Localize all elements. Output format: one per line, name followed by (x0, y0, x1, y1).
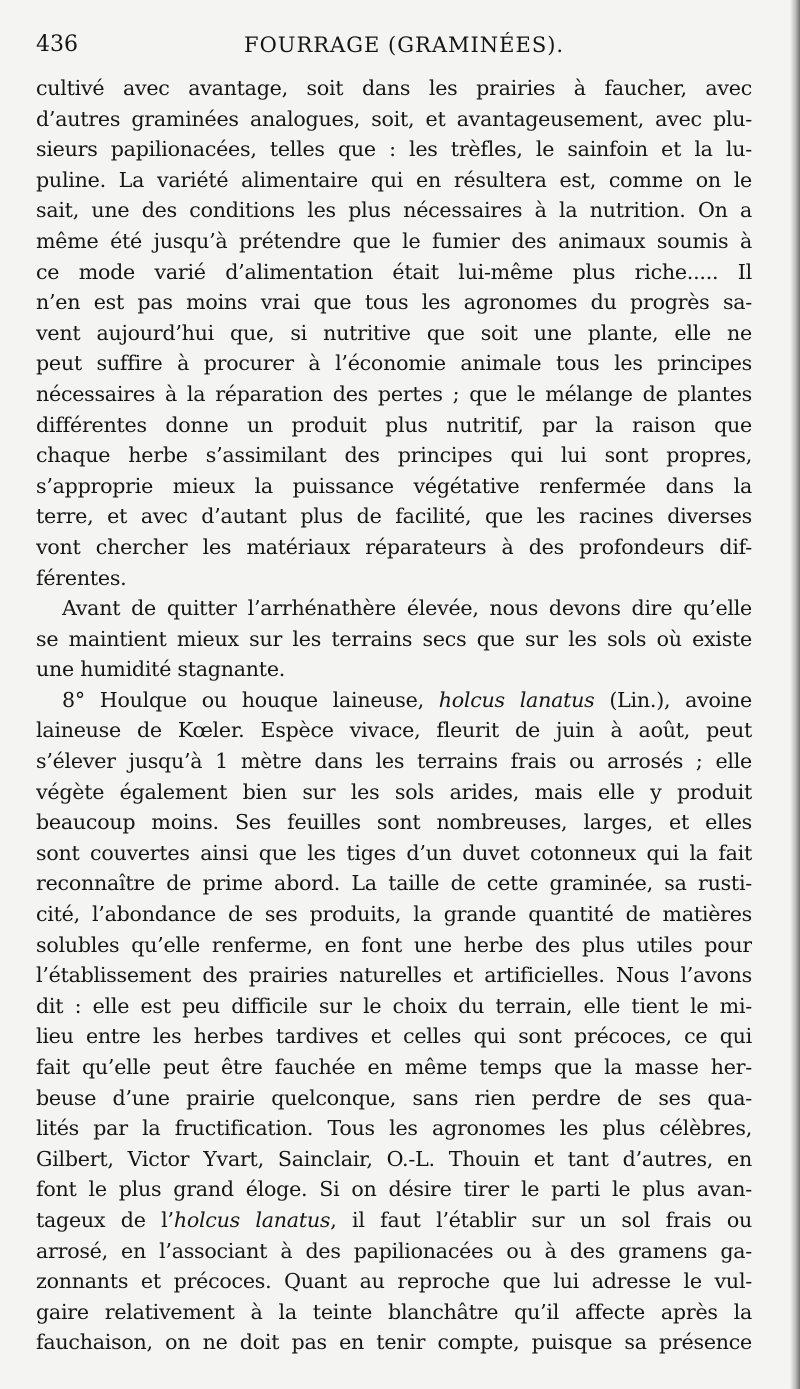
text-line: font le plus grand éloge. Si on désire tirer le parti le plus avan- (36, 1177, 752, 1202)
text-line: gaire relativement à la teinte blanchâtre qu’il affecte après la (36, 1299, 752, 1324)
text-line: d’autres graminées analogues, soit, et avantageusement, avec plu- (36, 106, 752, 131)
text-line: laineuse de Kœler. Espèce vivace, fleurit de juin à août, peut (36, 718, 752, 743)
text-line: terre, et avec d’autant plus de facilité, que les racines diverses (36, 504, 752, 529)
page-header (36, 30, 756, 70)
text-line: fait qu’elle peut être fauchée en même temps que la masse her- (36, 1055, 752, 1079)
text-line: différentes donne un produit plus nutritif, par la raison que (36, 412, 752, 437)
text-line: chaque herbe s’assimilant des principes qui lui sont propres, (36, 443, 752, 468)
text-line: lités par la fructification. Tous les agronomes les plus célèbres, (36, 1116, 752, 1141)
text-line: ce mode varié d’alimentation était lui-même plus riche..... Il (36, 259, 752, 284)
text-line: s’approprie mieux la puissance végétative renfermée dans la (36, 473, 752, 498)
text-line: beuse d’une prairie quelconque, sans rien perdre de ses qua- (36, 1085, 752, 1110)
text-line: vont chercher les matériaux réparateurs à des profondeurs dif- (36, 534, 752, 559)
text-line: sait, une des conditions les plus nécessaires à la nutrition. On a (36, 198, 752, 223)
text-line: s’élever jusqu’à 1 mètre dans les terrains frais ou arrosés ; elle (36, 749, 752, 774)
text-line: fauchaison, on ne doit pas en tenir compte, puisque sa présence (36, 1330, 752, 1355)
body-text (36, 73, 752, 1358)
text-line: vent aujourd’hui que, si nutritive que soit une plante, elle ne (36, 320, 752, 345)
text-line: n’en est pas moins vrai que tous les agronomes du progrès sa- (36, 290, 752, 315)
text-line: même été jusqu’à prétendre que le fumier des animaux soumis à (36, 228, 752, 253)
text-line: reconnaître de prime abord. La taille de cette graminée, sa rusti- (36, 871, 752, 896)
page-edge-shadow (790, 0, 800, 1389)
text-line: beaucoup moins. Ses feuilles sont nombreuses, larges, et elles (36, 810, 752, 835)
text-line: végète également bien sur les sols arides, mais elle y produit (36, 779, 752, 804)
paragraph-start-line: 8° Houlque ou houque laineuse, holcus lanatus (Lin.), avoine (62, 687, 752, 712)
text-line: lieu entre les herbes tardives et celles qui sont précoces, ce qui (36, 1024, 752, 1049)
page-number: 436 (36, 32, 78, 57)
text-line: puline. La variété alimentaire qui en résultera est, comme on le (36, 167, 752, 192)
text-line: solubles qu’elle renferme, en font une herbe des plus utiles pour (36, 932, 752, 957)
text-line: sont couvertes ainsi que les tiges d’un duvet cotonneux qui la fait (36, 840, 752, 865)
text-line: une humidité stagnante. (36, 657, 286, 682)
text-line: zonnants et précoces. Quant au reproche que lui adresse le vul- (36, 1269, 752, 1294)
paragraph-start-line: Avant de quitter l’arrhénathère élevée, nous devons dire qu’elle (62, 596, 752, 621)
latin-name: holcus lanatus (438, 687, 595, 712)
text-line: dit : elle est peu difficile sur le choix du terrain, elle tient le mi- (36, 993, 752, 1018)
text-line: arrosé, en l’associant à des papilionacées ou à des gramens ga- (36, 1238, 752, 1263)
latin-name: holcus lanatus (173, 1207, 331, 1232)
text-line: cultivé avec avantage, soit dans les prairies à faucher, avec (36, 76, 752, 100)
running-head: FOURRAGE (GRAMINÉES). (244, 33, 565, 57)
text-line: férentes. (36, 565, 127, 590)
text-line: tageux de l’holcus lanatus, il faut l’établir sur un sol frais ou (36, 1207, 752, 1232)
text-line: peut suffire à procurer à l’économie animale tous les principes (36, 351, 752, 376)
text-line: se maintient mieux sur les terrains secs que sur les sols où existe (36, 626, 752, 651)
text-line: nécessaires à la réparation des pertes ; que le mélange de plantes (36, 381, 752, 406)
text-line: sieurs papilionacées, telles que : les trèfles, le sainfoin et la lu- (36, 137, 752, 162)
text-line: Gilbert, Victor Yvart, Sainclair, O.-L. Thouin et tant d’autres, en (36, 1146, 752, 1171)
text-line: cité, l’abondance de ses produits, la grande quantité de matières (36, 902, 752, 927)
text-line: l’établissement des prairies naturelles et artificielles. Nous l’avons (36, 963, 752, 988)
